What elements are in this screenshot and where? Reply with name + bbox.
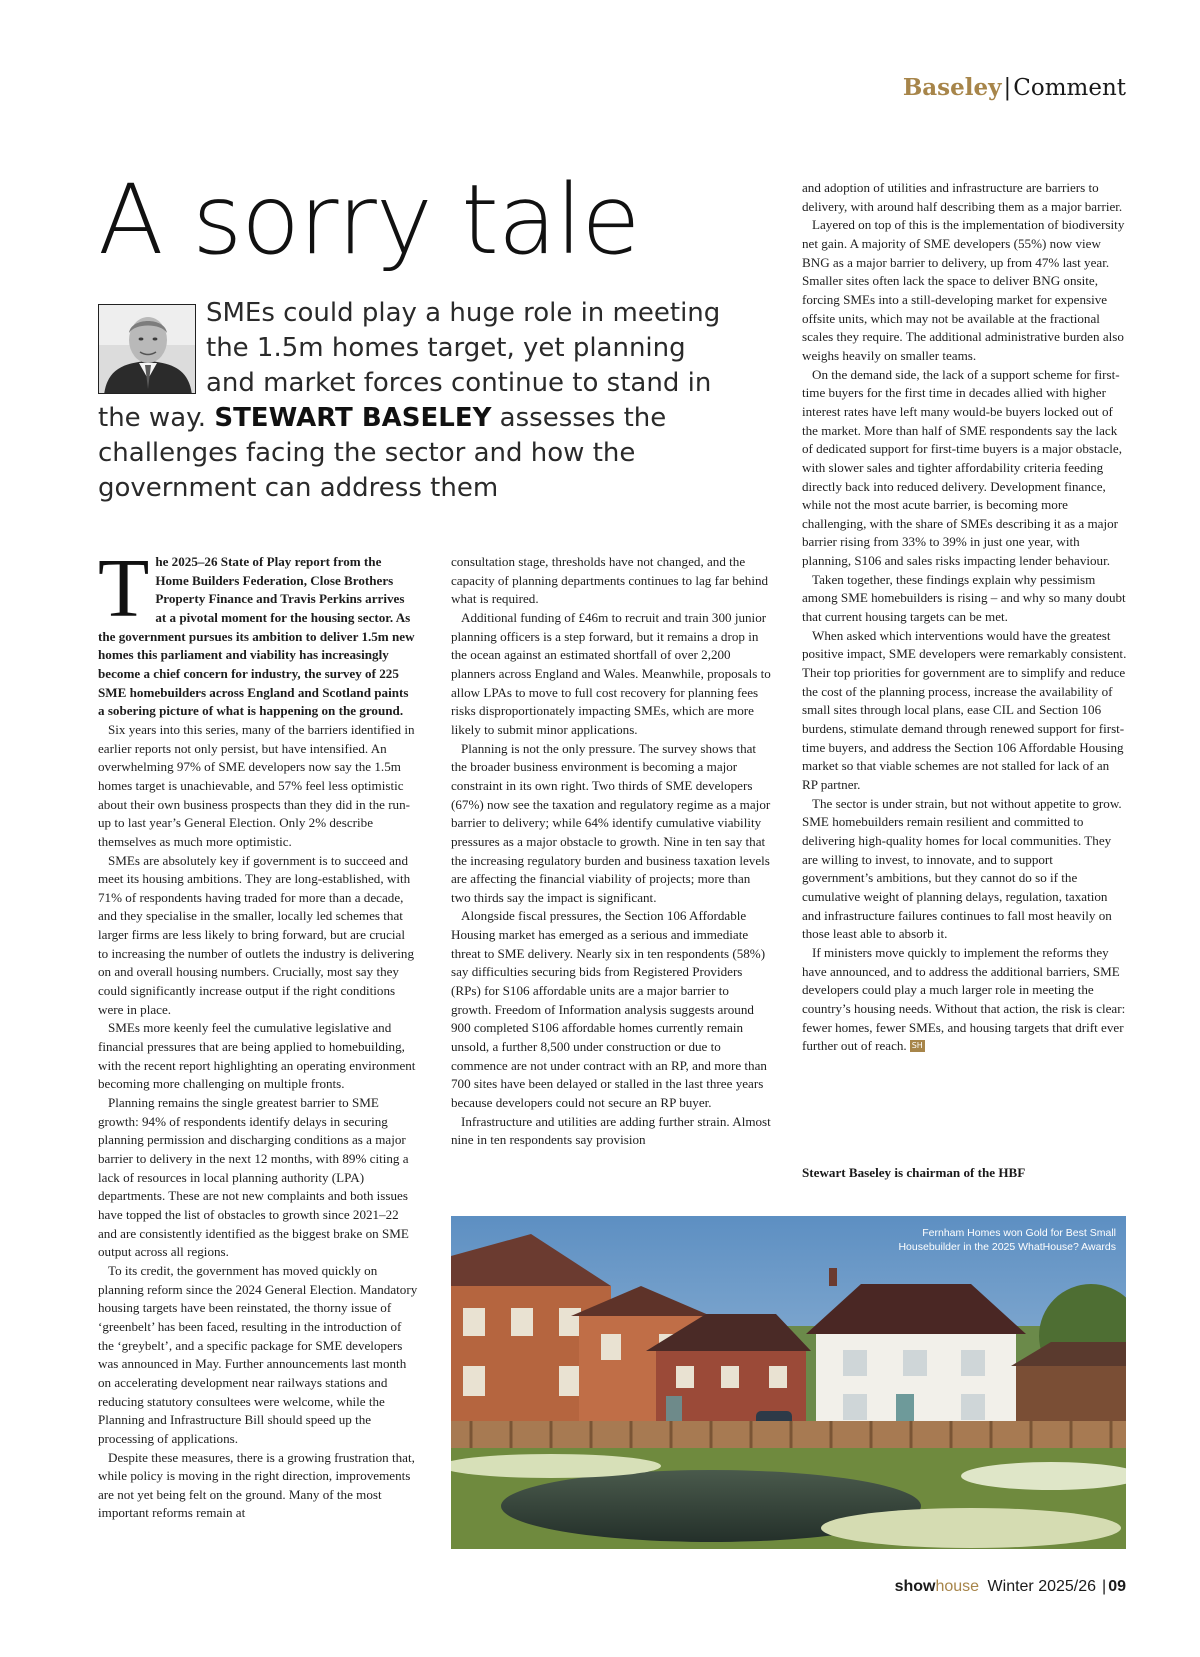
article-column-3 bbox=[802, 179, 1127, 1056]
drop-cap: T bbox=[98, 542, 150, 635]
article-paragraph: To its credit, the government has moved quickly on planning reform since the 2024 General Election. Mandatory housing targets have been reinstated, the thorny issue of ‘greenbelt’ has been faced, resulting in the introduction of the ‘greybelt’, and a specific package for SME developers was announced in May. Further announcements last month on accelerating development near railways stations and reducing statutory consultees were welcome, while the Planning and Infrastructure Bill should speed up the processing of applications. bbox=[98, 1262, 418, 1446]
article-paragraph bbox=[802, 944, 1127, 1056]
article-paragraph: Infrastructure and utilities are adding further strain. Almost nine in ten respondents say provision bbox=[451, 1113, 771, 1148]
intro-text: he 2025–26 State of Play report from the Home Builders Federation, Close Brothers Property Finance and Travis Perkins arrives at a pivotal moment for the housing sector. As the government pursues its ambition to deliver 1.5m new homes this parliament and viability has increasingly become a chief concern for industry, the survey of 225 SME homebuilders across England and Scotland paints a sobering picture of what is happening on the ground. bbox=[98, 554, 415, 719]
standfirst-line: government can address them bbox=[98, 473, 499, 503]
issue-label: Winter 2025/26 bbox=[987, 1578, 1097, 1595]
closing-text: If ministers move quickly to implement the reforms they have announced, and to address the additional barriers, SME developers could play a much larger role in meeting the country’s housing needs. Without that action, the risk is clear: fewer homes, fewer SMEs, and housing targets that drift ever further out of reach. bbox=[802, 944, 1126, 1054]
article-paragraph: When asked which interventions would have the greatest positive impact, SME developers were remarkably consistent. Their top priorities for government are to simplify and reduce the cost of the planning process, increase the availability of small sites through local plans, ease CIL and Section 106 burdens, stimulate demand through renewed support for first-time buyers, and address the Section 106 Affordable Housing market so that viable schemes are not stalled for lack of an RP partner. bbox=[802, 627, 1127, 792]
article-paragraph: On the demand side, the lack of a support scheme for first-time buyers for the first time in decades allied with higher interest rates have left many would-be buyers locked out of the market. More than half of SME respondents say the lack of dedicated support for first-time buyers is a major obstacle, with slower sales and tighter affordability criteria feeding directly back into reduced delivery. Development finance, while not the most acute barrier, is becoming more challenging, with the share of SMEs describing it as a major barrier rising from 33% to 39% in just one year, with planning, S106 and sales risks impacting lender behaviour. bbox=[802, 366, 1122, 569]
end-mark-icon: SH bbox=[911, 1041, 923, 1051]
article-column-2 bbox=[451, 553, 771, 1150]
magazine-name-show: show bbox=[894, 1578, 936, 1595]
standfirst-line: challenges facing the sector and how the bbox=[98, 438, 636, 468]
article-paragraph: Planning is not the only pressure. The survey shows that the broader business environment is becoming a major constraint in its own right. Two thirds of SME developers (67%) now see the taxation and regulatory regime as a major barrier to delivery; while 64% identify cumulative viability pressures as a major obstacle to growth. Nine in ten say that the increasing regulatory burden and business taxation levels are affecting the financial viability of projects; more than two thirds say the impact is significant. bbox=[451, 740, 771, 905]
article-paragraph: Alongside fiscal pressures, the Section 106 Affordable Housing market has emerged as a serious and immediate threat to SME delivery. Nearly six in ten respondents (58%) say difficulties securing bids from Registered Providers (RPs) for S106 affordable units are a major barrier to growth. Freedom of Information analysis suggests around 900 completed S106 affordable homes currently remain unsold, a further 8,500 under construction or due to commence are not under contract with an RP, and more than 700 sites have been delayed or stalled in the last three years because developers could not secure an RP buyer. bbox=[451, 908, 767, 1111]
standfirst-text: assesses the bbox=[491, 403, 667, 433]
author-byline: Stewart Baseley is chairman of the HBF bbox=[802, 1165, 1026, 1180]
article-paragraph: and adoption of utilities and infrastructure are barriers to delivery, with around half describing them as a major barrier. bbox=[802, 180, 1123, 214]
article-intro bbox=[98, 542, 418, 721]
standfirst-line: and market forces continue to stand in bbox=[206, 368, 712, 398]
standfirst-text: the way. bbox=[98, 403, 215, 433]
photo-caption: Fernham Homes won Gold for Best Small Housebuilder in the 2025 WhatHouse? Awards bbox=[898, 1227, 1116, 1253]
standfirst bbox=[98, 296, 758, 506]
standfirst-line: the 1.5m homes target, yet planning bbox=[206, 333, 686, 363]
footer-separator: | bbox=[1102, 1578, 1107, 1595]
section-name: Baseley bbox=[902, 74, 1002, 101]
page-number: 09 bbox=[1108, 1578, 1126, 1595]
article-paragraph: consultation stage, thresholds have not changed, and the capacity of planning departments continues to lag far behind what is required. bbox=[451, 554, 769, 607]
page-footer bbox=[895, 1578, 1126, 1596]
article-paragraph: SMEs more keenly feel the cumulative legislative and financial pressures that are being applied to homebuilding, with the recent report highlighting an operating environment becoming more challenging on multiple fronts. bbox=[98, 1020, 416, 1092]
section-separator: | bbox=[1003, 75, 1012, 101]
section-tag bbox=[903, 74, 1126, 101]
article-paragraph: Six years into this series, many of the barriers identified in earlier reports not only persist, but have intensified. An overwhelming 97% of SME developers now say the 1.5m homes target is unachievable, and 57% feel less optimistic about their own business prospects than they did in the run-up to last year’s General Election. Only 2% describe themselves as much more optimistic. bbox=[98, 721, 415, 849]
section-type: Comment bbox=[1013, 75, 1126, 101]
article-paragraph: Layered on top of this is the implementation of biodiversity net gain. A majority of SME developers (55%) now view BNG as a major barrier to delivery, up from 47% last year. Smaller sites often lack the space to deliver BNG onsite, forcing SMEs into a still-developing market for expensive offsite units, which may not be available at the fractional scales they require. The additional administrative burden also weighs heavily on smaller teams. bbox=[802, 217, 1125, 363]
housing-photo bbox=[451, 1216, 1126, 1549]
magazine-name-house: house bbox=[935, 1578, 980, 1595]
article-paragraph: Taken together, these findings explain why pessimism among SME homebuilders is rising – and why so many doubt that current housing targets can be met. bbox=[802, 571, 1126, 625]
article-paragraph: Planning remains the single greatest barrier to SME growth: 94% of respondents identify delays in securing planning permission and discharging conditions as a major barrier to delivery in the next 12 months, with 89% citing a lack of resources in local planning authority (LPA) departments. These are not new complaints and both issues have topped the list of obstacles to growth since 2021–22 and are consistently identified as the biggest brake on SME output across all regions. bbox=[98, 1095, 409, 1260]
article-paragraph: The sector is under strain, but not without appetite to grow. SME homebuilders remain resilient and committed to delivering high-quality homes for local communities. They are willing to invest, to innovate, and to support government’s ambitions, but they cannot do so if the cumulative weight of planning delays, regulation, taxation and infrastructure failures continues to fall most heavily on those least able to absorb it. bbox=[802, 795, 1122, 942]
author-name: STEWART BASELEY bbox=[214, 403, 492, 433]
article-column-1 bbox=[98, 542, 418, 1523]
standfirst-line: SMEs could play a huge role in meeting bbox=[206, 298, 721, 328]
article-paragraph: SMEs are absolutely key if government is to succeed and meet its housing ambitions. They are long-established, with 71% of respondents having traded for more than a decade, and they specialise in the smaller, locally led schemes that larger firms are less likely to bring forward, but are crucial to increasing the number of outlets the industry is delivering on and overall housing numbers. Crucially, most say they could significantly increase output if the right conditions were in place. bbox=[98, 852, 415, 1017]
headline: A sorry tale bbox=[98, 164, 640, 276]
article-paragraph: Despite these measures, there is a growing frustration that, while policy is moving in the right direction, improvements are not yet being felt on the ground. Many of the most important reforms remain at bbox=[98, 1449, 415, 1521]
standfirst-line bbox=[98, 401, 758, 436]
article-paragraph: Additional funding of £46m to recruit and train 300 junior planning officers is a step forward, but it remains a drop in the ocean against an estimated shortfall of over 2,200 planners across England and Wales. Meanwhile, proposals to allow LPAs to move to full cost recovery for planning fees risks disproportionately impacting SMEs, which are more likely to submit minor applications. bbox=[451, 609, 771, 737]
